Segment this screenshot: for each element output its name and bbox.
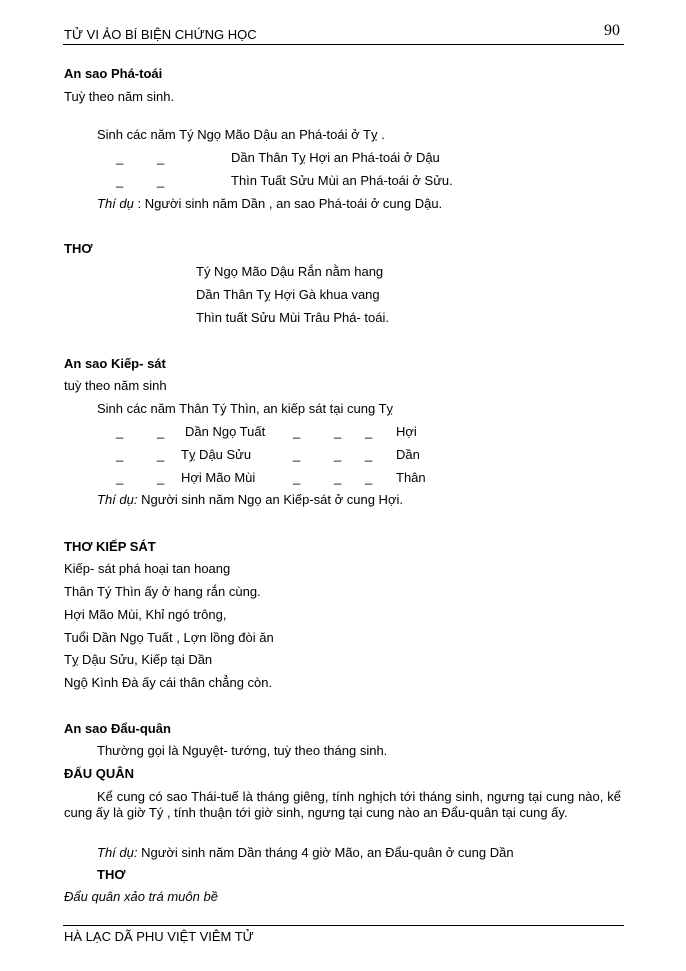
poem-line: Ngộ Kình Đà ấy cái thân chẳng còn. [64,675,273,690]
dash-mark: _ [157,173,165,188]
dash-mark: _ [116,173,124,188]
example-label: Thí dụ: [97,492,138,507]
kiep-sat-subtitle: tuỳ theo năm sinh [64,378,167,393]
running-header-title: TỬ VI ẢO BÍ BIỆN CHỨNG HỌC [64,27,257,42]
pha-toai-row-2: Dần Thân Tỵ Hợi an Phá-toái ở Dậu [231,150,440,165]
section-heading-tho-dau-quan: THƠ [97,867,126,882]
dash-mark: _ [334,470,342,485]
example-text: Người sinh năm Dần tháng 4 giờ Mão, an Đẩu-quân ở cung Dần [137,845,514,860]
dash-mark: _ [293,424,301,439]
example-text: : Người sinh năm Dần , an sao Phá-toái ở cung Dậu. [133,196,443,211]
dash-mark: _ [293,447,301,462]
example-label: Thí dụ: [97,845,138,860]
kiep-sat-palace: Thân [396,470,426,485]
dash-mark: _ [116,424,124,439]
page-number: 90 [604,22,620,39]
kiep-sat-row-1: Sinh các năm Thân Tý Thìn, an kiếp sát tại cung Tỵ [97,401,394,416]
poem-line: Hợi Mão Mùi, Khỉ ngó trông, [64,607,227,622]
running-footer: HÀ LẠC DÃ PHU VIỆT VIÊM TỬ [64,929,254,944]
dash-mark: _ [334,424,342,439]
footer-rule [63,925,624,926]
section-heading-dau-quan: An sao Đẩu-quân [64,721,171,736]
dash-mark: _ [365,424,373,439]
section-heading-dau-quan-2: ĐẨU QUÂN [64,766,135,781]
kiep-sat-palace: Dần [396,447,420,462]
poem-line: Tỵ Dậu Sửu, Kiếp tại Dần [64,652,213,667]
poem-line: Thân Tý Thìn ấy ở hang rắn cùng. [64,584,261,599]
poem-line: Kiếp- sát phá hoại tan hoang [64,561,231,576]
dau-quan-example [97,845,514,861]
pha-toai-row-1: Sinh các năm Tý Ngọ Mão Dậu an Phá-toái ở Tỵ . [97,127,385,142]
poem-line: Tý Ngọ Mão Dậu Rắn nằm hang [196,264,384,279]
section-heading-tho-kiep-sat: THƠ KIẾP SÁT [64,539,156,554]
dau-quan-paragraph: Kể cung có sao Thái-tuế là tháng giêng, tính nghịch tới tháng sinh, ngưng tại cung nào, kể cung ấy là giờ Tý , tính thuận tới giờ sinh, ngưng tại cung nào an Đẩu-quân tại cung ấy. [64,789,621,820]
poem-line: Dần Thân Tỵ Hợi Gà khua vang [196,287,380,302]
pha-toai-example [97,196,442,212]
pha-toai-subtitle: Tuỳ theo năm sinh. [64,89,175,104]
dash-mark: _ [157,447,165,462]
dash-mark: _ [157,150,165,165]
kiep-sat-years: Tỵ Dậu Sửu [181,447,252,462]
dash-mark: _ [365,470,373,485]
poem-line: Tuổi Dần Ngọ Tuất , Lợn lồng đòi ăn [64,630,274,645]
pha-toai-row-3: Thìn Tuất Sửu Mùi an Phá-toái ở Sửu. [231,173,453,188]
example-text: Người sinh năm Ngọ an Kiếp-sát ở cung Hợi. [137,492,403,507]
dash-mark: _ [157,470,165,485]
dash-mark: _ [116,150,124,165]
dash-mark: _ [157,424,165,439]
example-label: Thí dụ [97,196,134,211]
section-heading-pha-toai: An sao Phá-toái [64,66,163,81]
dash-mark: _ [293,470,301,485]
dash-mark: _ [334,447,342,462]
header-rule [63,44,624,45]
section-heading-tho: THƠ [64,241,93,256]
poem-line: Đẩu quân xảo trá muôn bề [64,889,218,904]
dash-mark: _ [116,447,124,462]
kiep-sat-palace: Hợi [396,424,417,439]
dau-quan-subtitle: Thường gọi là Nguyệt- tướng, tuỳ theo tháng sinh. [97,743,388,758]
kiep-sat-years: Hợi Mão Mùi [181,470,256,485]
dash-mark: _ [365,447,373,462]
section-heading-kiep-sat: An sao Kiếp- sát [64,356,166,371]
kiep-sat-years: Dần Ngọ Tuất [185,424,266,439]
poem-line: Thìn tuất Sửu Mùi Trâu Phá- toái. [196,310,389,325]
kiep-sat-example [97,492,403,508]
dash-mark: _ [116,470,124,485]
